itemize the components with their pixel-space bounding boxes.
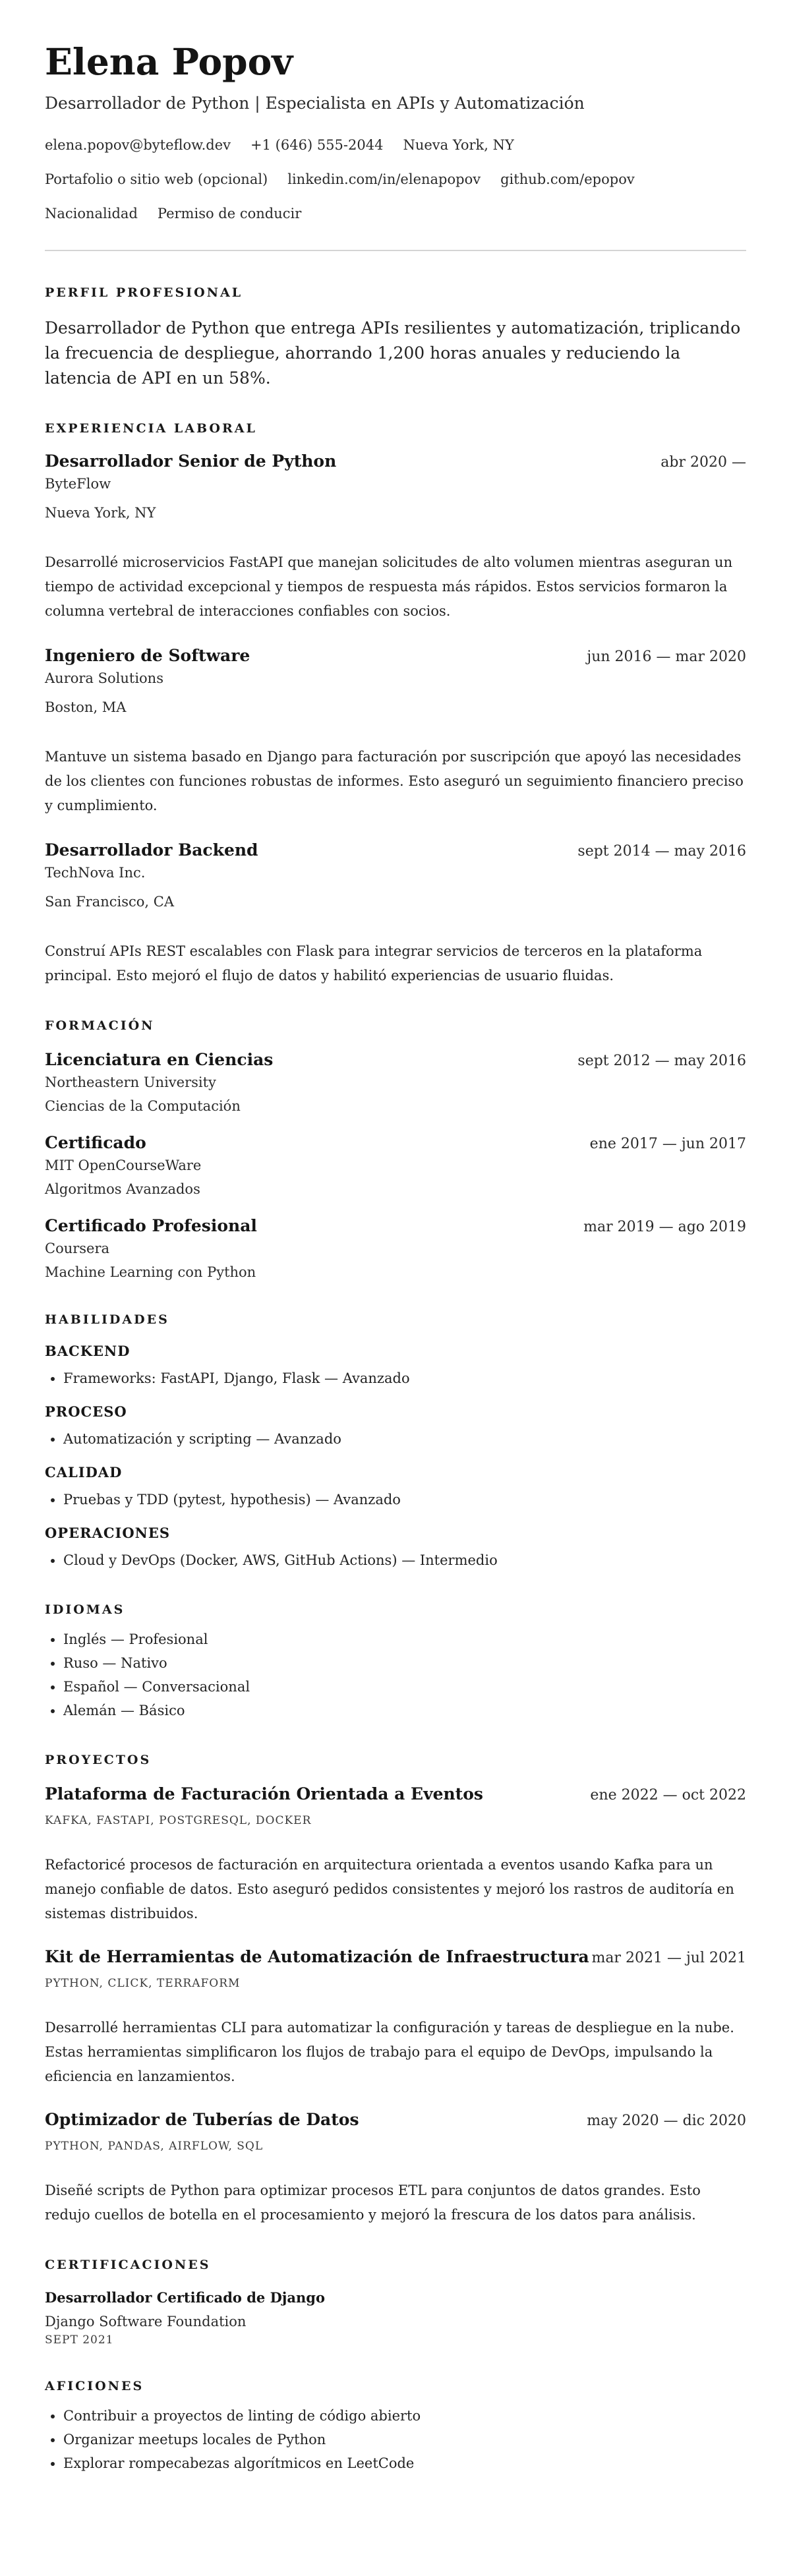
certifications-section-title: CERTIFICACIONES [45, 2258, 211, 2272]
education-section-title: FORMACIÓN [45, 1018, 155, 1033]
certification-date: SEPT 2021 [45, 2333, 114, 2347]
project-date: ene 2022 — oct 2022 [590, 1787, 746, 1803]
candidate-subtitle: Desarrollador de Python | Especialista en APIs y Automatización [45, 94, 585, 113]
degree-date: mar 2019 — ago 2019 [583, 1219, 746, 1235]
project-entry [45, 1783, 746, 1926]
contact-row-extra [45, 204, 746, 223]
skill-category: CALIDAD [45, 1464, 123, 1480]
project-description: Refactoricé procesos de facturación en arquitectura orientada a eventos usando Kafka para un manejo confiable de datos. Esto aseguró pedidos consistentes y mejoró los rastros de auditoría en sistemas distribuidos. [45, 1857, 734, 1921]
certification-name: Desarrollador Certificado de Django [45, 2289, 325, 2306]
language-item: • Ruso — Nativo [63, 1651, 746, 1675]
contact-row-primary [45, 135, 746, 155]
education-section [45, 1017, 746, 1282]
job-location: Boston, MA [45, 699, 127, 715]
experience-section [45, 420, 746, 988]
skills-section-title: HABILIDADES [45, 1312, 169, 1327]
entry-header [45, 2109, 746, 2132]
skill-category: PROCESO [45, 1403, 127, 1420]
contact-email[interactable]: elena.popov@byteflow.dev [45, 137, 231, 153]
project-description: Diseñé scripts de Python para optimizar procesos ETL para conjuntos de datos grandes. Esto redujo cuellos de botella en el procesamiento y mejoró la frescura de los datos para análisis. [45, 2182, 701, 2223]
job-description: Desarrollé microservicios FastAPI que manejan solicitudes de alto volumen mientras aseguran un tiempo de actividad excepcional y tiempos de respuesta más rápidos. Estos servicios formaron la columna vertebral de interacciones confiables con socios. [45, 554, 733, 619]
project-tags: KAFKA, FASTAPI, POSTGRESQL, DOCKER [45, 1814, 312, 1827]
resume-header [45, 37, 746, 223]
job-title: Desarrollador Backend [45, 840, 258, 860]
projects-section-title: PROYECTOS [45, 1753, 152, 1767]
certification-entry [45, 2288, 746, 2349]
project-date: mar 2021 — jul 2021 [591, 1950, 746, 1966]
degree-title: Certificado [45, 1133, 146, 1152]
project-date: may 2020 — dic 2020 [587, 2113, 746, 2129]
institution-name: Coursera [45, 1241, 110, 1256]
skill-group [45, 1523, 746, 1572]
job-date: abr 2020 — [660, 454, 746, 471]
project-tags: PYTHON, PANDAS, AIRFLOW, SQL [45, 2140, 264, 2153]
study-field: Ciencias de la Computación [45, 1098, 241, 1114]
project-entry [45, 2109, 746, 2227]
hobby-item: • Explorar rompecabezas algorítmicos en LeetCode [63, 2451, 746, 2475]
skill-category: OPERACIONES [45, 1525, 171, 1541]
hobbies-section [45, 2378, 746, 2475]
education-entry [45, 1049, 746, 1116]
skills-section [45, 1311, 746, 1572]
nationality-label: Nacionalidad [45, 206, 138, 221]
skill-item: • Automatización y scripting — Avanzado [63, 1427, 746, 1451]
driving-license-label: Permiso de conducir [157, 206, 302, 221]
entry-header [45, 1215, 746, 1239]
profile-section-title: PERFIL PROFESIONAL [45, 285, 243, 300]
experience-entry [45, 645, 746, 818]
skill-list [45, 1548, 746, 1572]
project-name: Kit de Herramientas de Automatización de Infraestructura [45, 1947, 589, 1966]
degree-date: sept 2012 — may 2016 [577, 1053, 746, 1069]
project-name: Optimizador de Tuberías de Datos [45, 2110, 359, 2129]
profile-section [45, 284, 746, 391]
job-date: jun 2016 — mar 2020 [587, 649, 746, 665]
degree-title: Licenciatura en Ciencias [45, 1050, 274, 1069]
education-entry [45, 1132, 746, 1199]
skill-list [45, 1427, 746, 1451]
job-description: Construí APIs REST escalables con Flask para integrar servicios de terceros en la plataforma principal. Esto mejoró el flujo de datos y habilitó experiencias de usuario fluidas. [45, 943, 703, 983]
github-link[interactable]: github.com/epopov [500, 171, 635, 187]
projects-section [45, 1751, 746, 2227]
degree-title: Certificado Profesional [45, 1216, 257, 1235]
hobbies-section-title: AFICIONES [45, 2379, 144, 2393]
experience-entry [45, 839, 746, 988]
job-date: sept 2014 — may 2016 [577, 843, 746, 860]
skill-list [45, 1366, 746, 1390]
skill-group [45, 1402, 746, 1451]
entry-header [45, 1783, 746, 1807]
candidate-name: Elena Popov [45, 40, 293, 83]
entry-header [45, 450, 746, 474]
job-company: ByteFlow [45, 476, 111, 492]
entry-header [45, 1132, 746, 1156]
portfolio-link[interactable]: Portafolio o sitio web (opcional) [45, 171, 268, 187]
languages-section [45, 1601, 746, 1722]
experience-section-title: EXPERIENCIA LABORAL [45, 421, 257, 436]
entry-header [45, 1946, 746, 1970]
job-title: Desarrollador Senior de Python [45, 452, 337, 471]
degree-date: ene 2017 — jun 2017 [589, 1136, 746, 1152]
study-field: Machine Learning con Python [45, 1264, 256, 1280]
certification-issuer: Django Software Foundation [45, 2314, 247, 2329]
entry-header [45, 645, 746, 668]
job-company: Aurora Solutions [45, 670, 163, 686]
language-item: • Español — Conversacional [63, 1675, 746, 1699]
contact-location: Nueva York, NY [403, 137, 514, 153]
contact-row-links [45, 169, 746, 189]
hobbies-list [45, 2404, 746, 2475]
hobby-item: • Organizar meetups locales de Python [63, 2428, 746, 2451]
skill-group [45, 1463, 746, 1511]
job-location: Nueva York, NY [45, 505, 156, 521]
skill-group [45, 1341, 746, 1390]
skill-category: BACKEND [45, 1343, 131, 1359]
skill-list [45, 1488, 746, 1511]
language-item: • Inglés — Profesional [63, 1627, 746, 1651]
hobby-item: • Contribuir a proyectos de linting de código abierto [63, 2404, 746, 2428]
skill-item: • Pruebas y TDD (pytest, hypothesis) — Avanzado [63, 1488, 746, 1511]
profile-summary: Desarrollador de Python que entrega APIs resilientes y automatización, triplicando la frecuencia de despliegue, ahorrando 1,200 horas anuales y reduciendo la latencia de API en un 58%. [45, 318, 741, 388]
project-name: Plataforma de Facturación Orientada a Eventos [45, 1784, 483, 1803]
skill-item: • Cloud y DevOps (Docker, AWS, GitHub Actions) — Intermedio [63, 1548, 746, 1572]
skill-item: • Frameworks: FastAPI, Django, Flask — Avanzado [63, 1366, 746, 1390]
institution-name: Northeastern University [45, 1074, 216, 1090]
study-field: Algoritmos Avanzados [45, 1181, 200, 1197]
job-company: TechNova Inc. [45, 865, 146, 881]
job-description: Mantuve un sistema basado en Django para facturación por suscripción que apoyó las necesidades de los clientes con funciones robustas de informes. Esto aseguró un seguimiento financiero preciso y cumplimiento. [45, 749, 744, 813]
certifications-section [45, 2256, 746, 2349]
languages-list [45, 1627, 746, 1722]
experience-entry [45, 450, 746, 624]
header-divider [45, 250, 746, 251]
contact-phone[interactable]: +1 (646) 555-2044 [250, 137, 384, 153]
resume-page [45, 0, 746, 2475]
institution-name: MIT OpenCourseWare [45, 1157, 202, 1173]
entry-header [45, 839, 746, 863]
language-item: • Alemán — Básico [63, 1699, 746, 1722]
project-description: Desarrollé herramientas CLI para automatizar la configuración y tareas de despliegue en la nube. Estas herramientas simplificaron los flujos de trabajo para el equipo de DevOps, impulsando la eficiencia en lanzamientos. [45, 2020, 734, 2084]
project-tags: PYTHON, CLICK, TERRAFORM [45, 1977, 241, 1990]
project-entry [45, 1946, 746, 2089]
education-entry [45, 1215, 746, 1282]
entry-header [45, 1049, 746, 1072]
job-title: Ingeniero de Software [45, 646, 250, 665]
job-location: San Francisco, CA [45, 894, 175, 910]
languages-section-title: IDIOMAS [45, 1602, 125, 1617]
linkedin-link[interactable]: linkedin.com/in/elenapopov [287, 171, 481, 187]
